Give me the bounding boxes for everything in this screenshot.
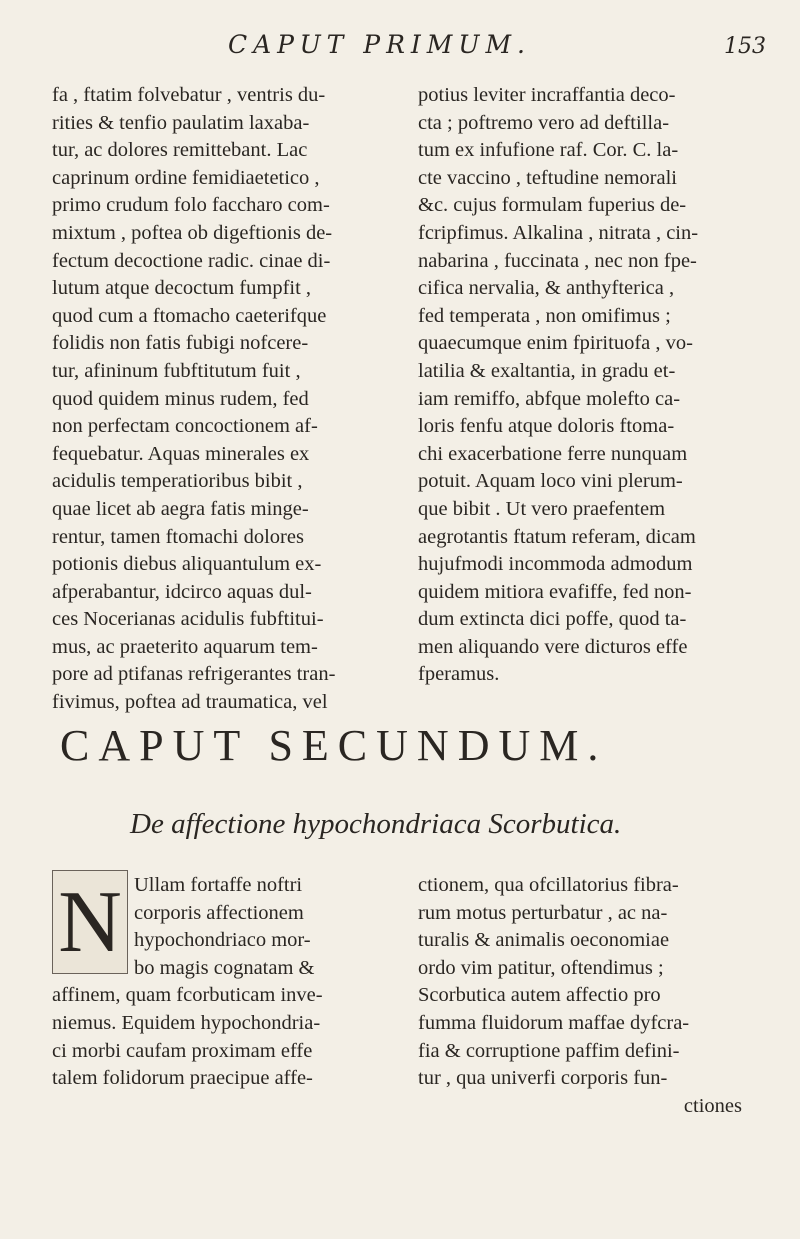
text-line: fivimus, poftea ad traumatica, vel bbox=[52, 691, 328, 714]
text-line: fed temperata , non omifimus ; bbox=[418, 304, 671, 327]
text-line: bo magis cognatam & bbox=[134, 956, 315, 979]
chapter-subtitle: De affectione hypochondriaca Scorbutica. bbox=[130, 808, 622, 840]
text-line: pore ad ptifanas refrigerantes tran- bbox=[52, 663, 336, 686]
text-line: tur, ac dolores remittebant. Lac bbox=[52, 139, 308, 162]
text-line: latilia & exaltantia, in gradu et- bbox=[418, 359, 676, 382]
text-line: potuit. Aquam loco vini plerum- bbox=[418, 470, 683, 493]
bottom-right-column bbox=[418, 872, 770, 1120]
text-line: potius leviter incraffantia deco- bbox=[418, 84, 676, 106]
text-line: mixtum , poftea ob digeftionis de- bbox=[52, 221, 333, 244]
text-line: nabarina , fuccinata , nec non fpe- bbox=[418, 249, 697, 272]
text-line: chi exacerbatione ferre nunquam bbox=[418, 442, 688, 465]
text-line: quae licet ab aegra fatis minge- bbox=[52, 497, 309, 520]
text-line: rities & tenfio paulatim laxaba- bbox=[52, 111, 310, 134]
text-line: acidulis temperatioribus bibit , bbox=[52, 470, 303, 493]
text-line: non perfectam concoctionem af- bbox=[52, 415, 318, 438]
text-line: affinem, quam fcorbuticam inve- bbox=[52, 984, 323, 1007]
text-line: lutum atque decoctum fumpfit , bbox=[52, 277, 312, 300]
text-line: &c. cujus formulam fuperius de- bbox=[418, 194, 687, 217]
running-head: CAPUT PRIMUM. bbox=[228, 30, 531, 59]
text-line: aegrotantis ftatum referam, dicam bbox=[418, 525, 696, 548]
text-line: ordo vim patitur, oftendimus ; bbox=[418, 956, 664, 979]
text-line: talem folidorum praecipue affe- bbox=[52, 1067, 313, 1090]
text-line: quod quidem minus rudem, fed bbox=[52, 387, 309, 410]
text-line: loris fenfu atque doloris ftoma- bbox=[418, 415, 675, 438]
text-line: ctionem, qua ofcillatorius fibra- bbox=[418, 874, 679, 896]
text-line: afperabantur, idcirco aquas dul- bbox=[52, 580, 312, 603]
text-line: rentur, tamen ftomachi dolores bbox=[52, 525, 304, 548]
text-line: quaecumque enim fpirituofa , vo- bbox=[418, 332, 693, 355]
text-line: dum extincta dici poffe, quod ta- bbox=[418, 608, 687, 631]
text-line: ci morbi caufam proximam effe bbox=[52, 1039, 313, 1062]
text-line: fcripfimus. Alkalina , nitrata , cin- bbox=[418, 221, 699, 244]
text-line: primo crudum folo faccharo com- bbox=[52, 194, 330, 217]
bottom-left-column bbox=[52, 872, 398, 1093]
text-line: mus, ac praeterito aquarum tem- bbox=[52, 635, 318, 658]
text-line: potionis diebus aliquantulum ex- bbox=[52, 553, 322, 576]
text-line: tum ex infufione raf. Cor. C. la- bbox=[418, 139, 679, 162]
text-line: fia & corruptione paffim defini- bbox=[418, 1039, 680, 1062]
text-line: folidis non fatis fubigi nofcere- bbox=[52, 332, 309, 355]
top-left-column bbox=[52, 82, 398, 717]
top-right-column bbox=[418, 82, 770, 689]
text-line: fectum decoctione radic. cinae di- bbox=[52, 249, 331, 272]
catchword: ctiones bbox=[683, 1094, 742, 1117]
text-line: caprinum ordine femidiaetetico , bbox=[52, 166, 320, 189]
text-line: corporis affectionem bbox=[134, 901, 304, 924]
text-line: hujufmodi incommoda admodum bbox=[418, 553, 693, 576]
text-line: hypochondriaco mor- bbox=[134, 929, 311, 952]
text-line: fumma fluidorum maffae dyfcra- bbox=[418, 1011, 690, 1034]
text-line: que bibit . Ut vero praefentem bbox=[418, 497, 666, 520]
page-number: 153 bbox=[724, 34, 766, 59]
chapter-heading: CAPUT SECUNDUM. bbox=[60, 721, 608, 770]
text-line: Ullam fortaffe noftri bbox=[134, 874, 303, 896]
text-line: tur, afininum fubftitutum fuit , bbox=[52, 359, 301, 382]
text-line: quod cum a ftomacho caeterifque bbox=[52, 304, 327, 327]
text-line: rum motus perturbatur , ac na- bbox=[418, 901, 668, 924]
text-line: fa , ftatim folvebatur , ventris du- bbox=[52, 84, 326, 106]
text-line: niemus. Equidem hypochondria- bbox=[52, 1011, 321, 1034]
text-line: cta ; poftremo vero ad deftilla- bbox=[418, 111, 670, 134]
text-line: Scorbutica autem affectio pro bbox=[418, 984, 661, 1007]
text-line: iam remiffo, abfque molefto ca- bbox=[418, 387, 681, 410]
text-line: quidem mitiora evafiffe, fed non- bbox=[418, 580, 692, 603]
text-line: men aliquando vere dicturos effe bbox=[418, 635, 688, 658]
text-line: turalis & animalis oeconomiae bbox=[418, 929, 670, 952]
text-line: fequebatur. Aquas minerales ex bbox=[52, 442, 310, 465]
text-line: cte vaccino , teftudine nemorali bbox=[418, 166, 677, 189]
drop-initial: N bbox=[52, 870, 128, 974]
text-line: tur , qua univerfi corporis fun- bbox=[418, 1067, 668, 1090]
text-line: ces Nocerianas acidulis fubftitui- bbox=[52, 608, 324, 631]
text-line: fperamus. bbox=[418, 663, 500, 686]
text-line: cifica nervalia, & anthyfterica , bbox=[418, 277, 675, 300]
